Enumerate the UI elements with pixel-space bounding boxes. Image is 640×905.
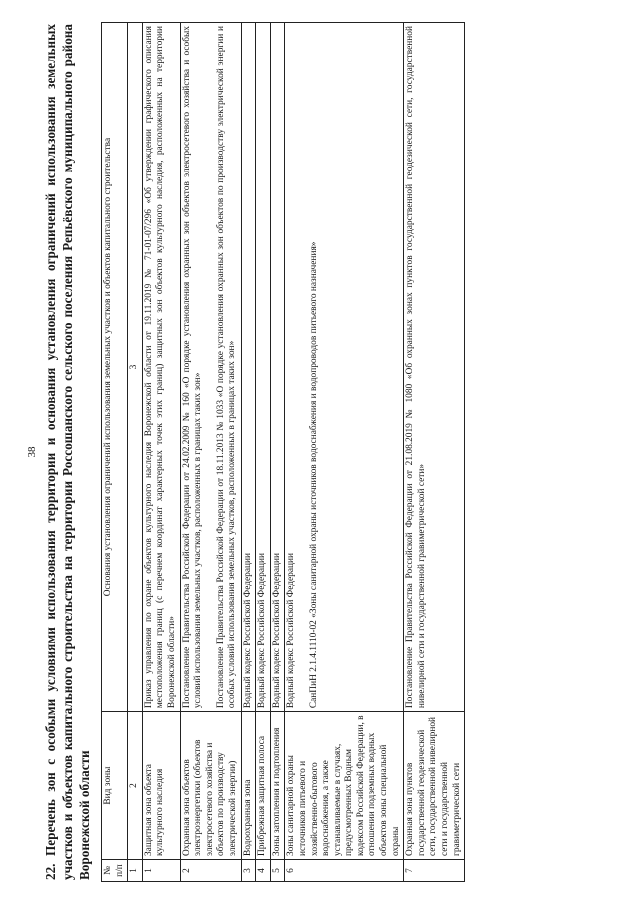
header-num: № п/п: [102, 860, 128, 882]
table-row: [285, 23, 404, 882]
row-number: 5: [270, 860, 285, 882]
basis-cell: [256, 23, 271, 712]
header-col-number-3: 3: [128, 23, 143, 712]
zones-table: [101, 22, 465, 882]
basis-cell: [180, 23, 241, 712]
zone-type-cell: Зоны затопления и подтопления: [270, 712, 285, 860]
basis-cell: [142, 23, 180, 712]
row-number: 6: [285, 860, 404, 882]
zone-type-cell: Защитная зона объекта культурного наследия: [142, 712, 180, 860]
row-number: 1: [142, 860, 180, 882]
basis-paragraph: Постановление Правительства Российской Федерации от 24.02.2009 № 160 «О порядке установления охранных зон объектов электросетевого хозяйства и особых условий использования земельных участков, расположенных в границах таких зон»: [181, 26, 204, 709]
header-col-number-1: 1: [128, 860, 143, 882]
table-row: [256, 23, 271, 882]
row-number: 4: [256, 860, 271, 882]
page-number: 38: [26, 446, 38, 458]
zone-type-cell: Охранная зона объектов электроэнергетики (объектов электросетевого хозяйства и объектов по производству электрической энергии): [180, 712, 241, 860]
table-row: [180, 23, 241, 882]
basis-paragraph: Водный кодекс Российской Федерации: [271, 552, 282, 709]
basis-paragraph: Водный кодекс Российской Федерации: [242, 552, 253, 709]
zone-type-cell: Водоохранная зона: [241, 712, 256, 860]
basis-paragraph: Водный кодекс Российской Федерации: [286, 552, 297, 709]
basis-cell: [270, 23, 285, 712]
basis-paragraph: Водный кодекс Российской Федерации: [257, 552, 268, 709]
document-title: 22. Перечень зон с особыми условиями использования территории и основания установления ограничений использования земельных участков и объектов капитального строительства на территории Россошанского сельского поселения Репьёвского муниципального района Воронежской области: [43, 24, 92, 880]
table-header: [102, 23, 143, 882]
table-row: [142, 23, 180, 882]
basis-paragraph: Постановление Правительства Российской Федерации от 18.11.2013 № 1033 «О порядке установления охранных зон объектов по производству электрической энергии и особых условий использования земельных участков, расположенных в границах таких зон»: [215, 26, 238, 709]
header-col-number-2: 2: [128, 712, 143, 860]
basis-paragraph: СанПиН 2.1.4.1110-02 «Зоны санитарной охраны источников водоснабжения и водопроводов питьевого назначения»: [308, 241, 319, 709]
header-basis: Основания установления ограничений использования земельных участков и объектов капитального строительства: [102, 23, 128, 712]
basis-cell: [241, 23, 256, 712]
basis-paragraph: Постановление Правительства Российской Федерации от 21.08.2019 № 1080 «Об охранных зонах пунктов государственной геодезической сети, государственной нивелирной сети и государственной гравиметрической сети»: [405, 26, 427, 709]
row-number: 3: [241, 860, 256, 882]
basis-paragraph: Приказ управления по охране объектов культурного наследия Воронежской области от 19.11.2019 № 71-01-07/296 «Об утверждении графического описания местоположения границ (с перечнем координат характерных точек этих границ) защитных зон объектов культурного наследия, расположенных на территории Воронежской области»: [143, 26, 177, 709]
table-body: [142, 23, 464, 882]
zone-type-cell: Зоны санитарной охраны источников питьевого и хозяйственно-бытового водоснабжения, а также устанавливаемые в случаях, предусмотренных Водным кодексом Российской Федерации, в отношении подземных водных объектов зоны специальной охраны: [285, 712, 404, 860]
table-row: [241, 23, 256, 882]
table-row: [270, 23, 285, 882]
zone-type-cell: Охранная зона пунктов государственной геодезической сети, государственной нивелирной сети и государственной гравиметрической сети: [404, 712, 465, 860]
page-content: [26, 18, 546, 886]
basis-cell: [404, 23, 465, 712]
document-page: [26, 18, 546, 886]
row-number: 7: [404, 860, 465, 882]
row-number: 2: [180, 860, 241, 882]
basis-cell: [285, 23, 404, 712]
header-zone-type: Вид зоны: [102, 712, 128, 860]
table-row: [404, 23, 465, 882]
zone-type-cell: Прибрежная защитная полоса: [256, 712, 271, 860]
